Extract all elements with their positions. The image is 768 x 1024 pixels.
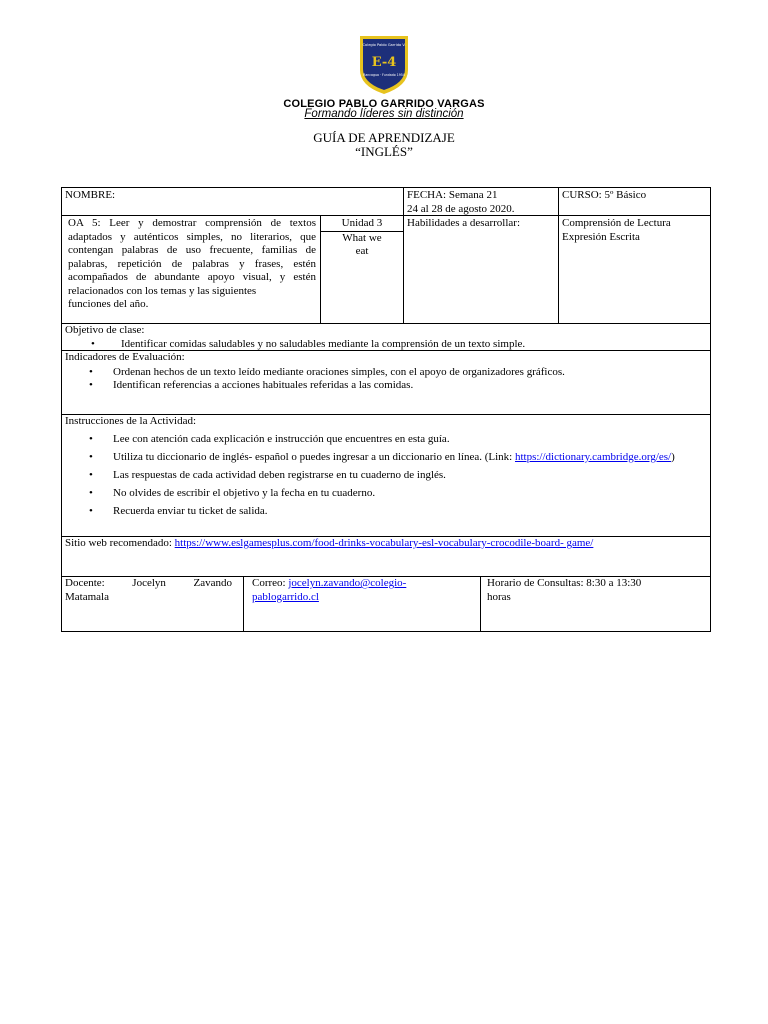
habilidades-cell <box>403 215 559 324</box>
oa-cell <box>61 215 321 324</box>
docente-label: Docente: <box>65 577 105 589</box>
objetivo-item: • Identificar comidas saludables y no saludables mediante la comprensión de un texto simple. <box>67 338 707 352</box>
indicador-item: • Identifican referencias a acciones habituales referidas a las comidas. <box>65 379 707 393</box>
docente-last-name: Zavando <box>193 577 232 589</box>
skills-cell <box>558 215 711 324</box>
instruccion-dictionary-close: ) <box>671 450 675 463</box>
fecha-cell <box>403 187 559 216</box>
nombre-label: NOMBRE: <box>65 189 116 201</box>
school-name: COLEGIO PABLO GARRIDO VARGAS <box>283 98 485 110</box>
horario-text: Horario de Consultas: 8:30 a 13:30 <box>487 577 642 589</box>
curso-cell <box>558 187 711 216</box>
fecha-dates: 24 al 28 de agosto 2020. <box>407 202 515 215</box>
unidad-cell <box>320 215 404 324</box>
instruccion-item: • Lee con atención cada explicación e instrucción que encuentres en esta guía. <box>65 430 707 448</box>
instruccion-item: • No olvides de escribir el objetivo y la fecha en tu cuaderno. <box>65 484 707 502</box>
cambridge-dictionary-link[interactable]: https://dictionary.cambridge.org/es/ <box>514 450 672 463</box>
objetivo-label: Objetivo de clase: <box>65 324 145 336</box>
instruccion-item: • Las respuestas de cada actividad deben registrarse en tu cuaderno de inglés. <box>65 466 707 484</box>
skill-reading: Comprensión de Lectura <box>562 217 671 229</box>
horario-unit: horas <box>487 590 511 603</box>
guide-subtitle: “INGLÉS” <box>355 144 413 159</box>
oa-text-end: funciones del año. <box>68 298 149 310</box>
instrucciones-cell <box>61 414 711 537</box>
guide-title: GUÍA DE APRENDIZAJE <box>313 130 455 145</box>
indicadores-cell <box>61 350 711 415</box>
sitio-web-cell <box>61 536 711 577</box>
indicadores-label: Indicadores de Evaluación: <box>65 351 185 363</box>
horario-cell <box>480 576 711 632</box>
teacher-email-link[interactable]: jocelyn.zavando@colegio- <box>288 577 407 589</box>
docente-first-name: Jocelyn <box>132 577 166 589</box>
oa-text: OA 5: Leer y demostrar comprensión de textos adaptados y auténticos simples, no literarios, que contengan palabras de uso frecuente, familias de palabras, repetición de palabras y frases, estén acompañados de abundante apoyo visual, y estén relacionados con los temas y las siguientes <box>68 217 316 297</box>
indicador-item: • Ordenan hechos de un texto leído mediante oraciones simples, con el apoyo de organizadores gráficos. <box>65 366 707 380</box>
habilidades-label: Habilidades a desarrollar: <box>407 217 521 229</box>
teacher-email-link-cont[interactable]: pablogarrido.cl <box>252 590 319 603</box>
docente-cell <box>61 576 244 632</box>
instrucciones-label: Instrucciones de la Actividad: <box>65 415 197 427</box>
unidad-number: Unidad 3 <box>321 216 403 232</box>
unidad-name-1: What we <box>342 231 382 244</box>
crest-text-top: Colegio Pablo Garrido V. <box>362 43 406 47</box>
skill-writing: Expresión Escrita <box>562 230 640 243</box>
crest-code: E-4 <box>371 55 397 70</box>
nombre-cell[interactable] <box>61 187 404 216</box>
school-crest-logo <box>358 34 410 96</box>
unidad-name-2: eat <box>355 245 369 257</box>
school-motto: Formando líderes sin distinción <box>304 108 464 120</box>
instruccion-item: • Recuerda enviar tu ticket de salida. <box>65 502 707 520</box>
correo-label: Correo: <box>252 577 289 589</box>
curso-label: CURSO: 5º Básico <box>562 189 647 201</box>
correo-cell <box>243 576 481 632</box>
fecha-week: FECHA: Semana 21 <box>407 189 498 201</box>
objetivo-cell <box>61 323 711 351</box>
instruccion-dictionary-text: Utiliza tu diccionario de inglés- español o puedes ingresar a un diccionario en línea. (Link: <box>113 450 515 463</box>
eslgames-link[interactable]: https://www.eslgamesplus.com/food-drinks-vocabulary-esl-vocabulary-crocodile-board- game/ <box>174 537 594 549</box>
sitio-web-label: Sitio web recomendado: <box>65 537 175 549</box>
docente-second-surname: Matamala <box>65 590 109 603</box>
crest-text-bottom: Rancagua · Fundado 1954 <box>363 73 405 77</box>
instruccion-item <box>65 448 707 466</box>
